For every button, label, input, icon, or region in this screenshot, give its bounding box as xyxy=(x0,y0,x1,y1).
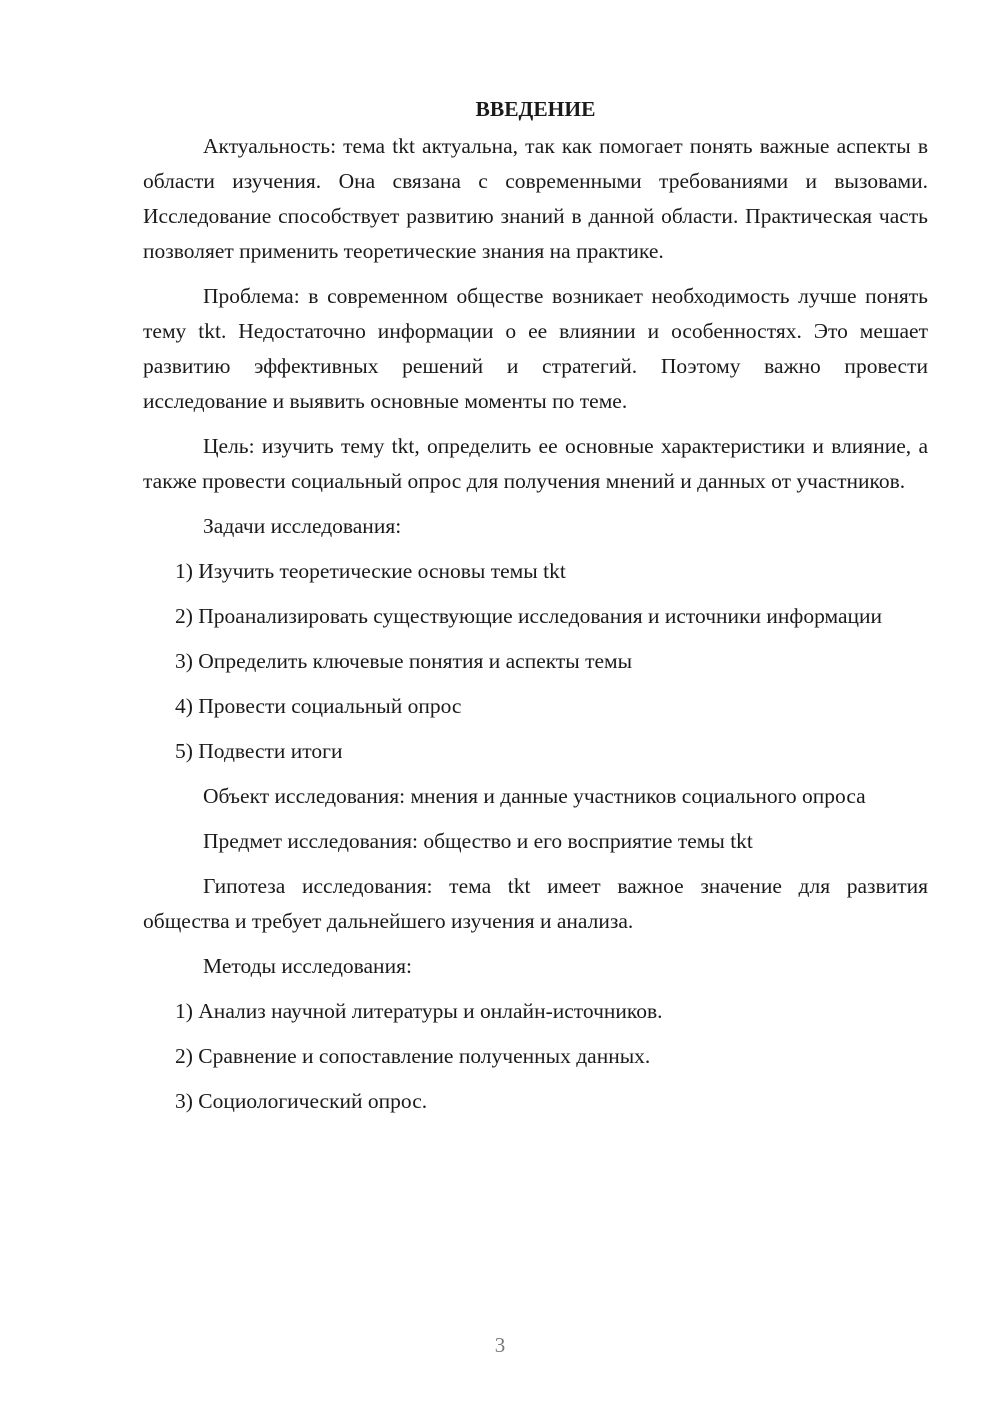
task-item: 4) Провести социальный опрос xyxy=(175,694,462,718)
object-paragraph: Объект исследования: мнения и данные участников социального опроса xyxy=(203,784,866,808)
methods-heading: Методы исследования: xyxy=(203,954,412,978)
task-item: 2) Проанализировать существующие исследования и источники информации xyxy=(175,604,883,628)
hypothesis-paragraph: Гипотеза исследования: тема tkt имеет важное значение для развития общества и требует дальнейшего изучения и анализа. xyxy=(143,874,928,933)
problem-paragraph: Проблема: в современном обществе возникает необходимость лучше понять тему tkt. Недостаточно информации о ее влиянии и особенностях. Это мешает развитию эффективных решений и стратегий. Поэтому важно провести исследование и выявить основные моменты по теме. xyxy=(143,284,928,413)
task-item: 5) Подвести итоги xyxy=(175,739,343,763)
goal-paragraph: Цель: изучить тему tkt, определить ее основные характеристики и влияние, а также провести социальный опрос для получения мнений и данных от участников. xyxy=(143,434,928,493)
tasks-heading: Задачи исследования: xyxy=(203,514,402,538)
method-item: 2) Сравнение и сопоставление полученных данных. xyxy=(175,1044,651,1068)
document-page xyxy=(143,92,928,1129)
section-title: ВВЕДЕНИЕ xyxy=(475,97,596,121)
task-item: 1) Изучить теоретические основы темы tkt xyxy=(175,559,566,583)
task-item: 3) Определить ключевые понятия и аспекты темы xyxy=(175,649,633,673)
method-item: 1) Анализ научной литературы и онлайн-источников. xyxy=(175,999,663,1023)
subject-paragraph: Предмет исследования: общество и его восприятие темы tkt xyxy=(203,829,753,853)
relevance-paragraph: Актуальность: тема tkt актуальна, так как помогает понять важные аспекты в области изучения. Она связана с современными требованиями и вызовами. Исследование способствует развитию знаний в данной области. Практическая часть позволяет применить теоретические знания на практике. xyxy=(143,134,928,263)
method-item: 3) Социологический опрос. xyxy=(175,1089,428,1113)
page-number: 3 xyxy=(494,1333,506,1357)
